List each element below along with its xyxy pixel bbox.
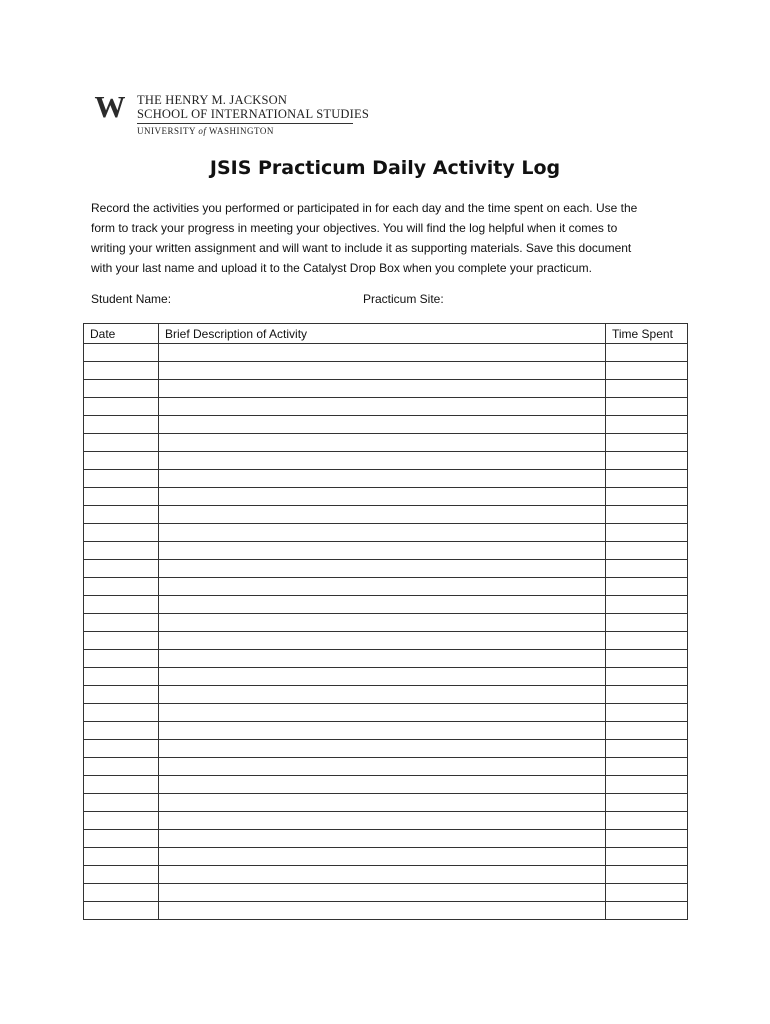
time-spent-cell[interactable] bbox=[606, 596, 688, 614]
time-spent-cell[interactable] bbox=[606, 542, 688, 560]
date-cell[interactable] bbox=[84, 812, 159, 830]
table-row bbox=[84, 812, 688, 830]
time-spent-cell[interactable] bbox=[606, 380, 688, 398]
time-spent-cell[interactable] bbox=[606, 650, 688, 668]
time-spent-cell[interactable] bbox=[606, 740, 688, 758]
table-row bbox=[84, 362, 688, 380]
column-header-time-spent: Time Spent bbox=[606, 324, 688, 344]
description-cell[interactable] bbox=[159, 614, 606, 632]
table-row bbox=[84, 722, 688, 740]
table-row bbox=[84, 398, 688, 416]
table-row bbox=[84, 416, 688, 434]
time-spent-cell[interactable] bbox=[606, 560, 688, 578]
table-row bbox=[84, 866, 688, 884]
of-word: of bbox=[198, 126, 207, 136]
date-cell[interactable] bbox=[84, 344, 159, 362]
table-row bbox=[84, 758, 688, 776]
description-cell[interactable] bbox=[159, 380, 606, 398]
table-row bbox=[84, 830, 688, 848]
university-word: UNIVERSITY bbox=[137, 126, 196, 136]
description-cell[interactable] bbox=[159, 416, 606, 434]
date-cell[interactable] bbox=[84, 380, 159, 398]
activity-log-table bbox=[83, 323, 688, 920]
intro-line: Record the activities you performed or participated in for each day and the time spent on each. Use the bbox=[91, 201, 638, 215]
description-cell[interactable] bbox=[159, 668, 606, 686]
description-cell[interactable] bbox=[159, 524, 606, 542]
date-cell[interactable] bbox=[84, 866, 159, 884]
time-spent-cell[interactable] bbox=[606, 524, 688, 542]
time-spent-cell[interactable] bbox=[606, 848, 688, 866]
date-cell[interactable] bbox=[84, 578, 159, 596]
date-cell[interactable] bbox=[84, 848, 159, 866]
table-row bbox=[84, 884, 688, 902]
date-cell[interactable] bbox=[84, 632, 159, 650]
uw-w-logo-icon bbox=[91, 92, 129, 120]
date-cell[interactable] bbox=[84, 524, 159, 542]
time-spent-cell[interactable] bbox=[606, 506, 688, 524]
date-cell[interactable] bbox=[84, 488, 159, 506]
table-row bbox=[84, 488, 688, 506]
description-cell[interactable] bbox=[159, 560, 606, 578]
date-cell[interactable] bbox=[84, 704, 159, 722]
time-spent-cell[interactable] bbox=[606, 884, 688, 902]
description-cell[interactable] bbox=[159, 542, 606, 560]
table-row bbox=[84, 614, 688, 632]
intro-paragraph bbox=[91, 198, 685, 278]
date-cell[interactable] bbox=[84, 452, 159, 470]
date-cell[interactable] bbox=[84, 758, 159, 776]
description-cell[interactable] bbox=[159, 830, 606, 848]
time-spent-cell[interactable] bbox=[606, 902, 688, 920]
school-name-line2: SCHOOL OF INTERNATIONAL STUDIES bbox=[137, 107, 370, 121]
time-spent-cell[interactable] bbox=[606, 722, 688, 740]
table-row bbox=[84, 596, 688, 614]
table-row bbox=[84, 902, 688, 920]
table-row bbox=[84, 542, 688, 560]
table-row bbox=[84, 632, 688, 650]
date-cell[interactable] bbox=[84, 794, 159, 812]
table-body bbox=[84, 344, 688, 920]
date-cell[interactable] bbox=[84, 650, 159, 668]
description-cell[interactable] bbox=[159, 470, 606, 488]
intro-line: writing your written assignment and will want to include it as supporting materials. Save this document bbox=[91, 241, 632, 255]
description-cell[interactable] bbox=[159, 884, 606, 902]
table-row bbox=[84, 380, 688, 398]
table-row bbox=[84, 578, 688, 596]
description-cell[interactable] bbox=[159, 758, 606, 776]
washington-word: WASHINGTON bbox=[209, 126, 274, 136]
time-spent-cell[interactable] bbox=[606, 794, 688, 812]
description-cell[interactable] bbox=[159, 596, 606, 614]
logo-mark-text: W bbox=[94, 92, 126, 120]
date-cell[interactable] bbox=[84, 884, 159, 902]
description-cell[interactable] bbox=[159, 776, 606, 794]
time-spent-cell[interactable] bbox=[606, 434, 688, 452]
table-row bbox=[84, 650, 688, 668]
description-cell[interactable] bbox=[159, 686, 606, 704]
date-cell[interactable] bbox=[84, 560, 159, 578]
table-row bbox=[84, 704, 688, 722]
time-spent-cell[interactable] bbox=[606, 812, 688, 830]
description-cell[interactable] bbox=[159, 398, 606, 416]
date-cell[interactable] bbox=[84, 668, 159, 686]
date-cell[interactable] bbox=[84, 614, 159, 632]
description-cell[interactable] bbox=[159, 506, 606, 524]
table-row bbox=[84, 848, 688, 866]
column-header-description: Brief Description of Activity bbox=[159, 324, 606, 344]
time-spent-cell[interactable] bbox=[606, 470, 688, 488]
table-row bbox=[84, 560, 688, 578]
date-cell[interactable] bbox=[84, 398, 159, 416]
time-spent-cell[interactable] bbox=[606, 632, 688, 650]
time-spent-cell[interactable] bbox=[606, 488, 688, 506]
time-spent-cell[interactable] bbox=[606, 704, 688, 722]
table-row bbox=[84, 434, 688, 452]
description-cell[interactable] bbox=[159, 794, 606, 812]
logo-divider bbox=[137, 123, 353, 124]
date-cell[interactable] bbox=[84, 434, 159, 452]
table-row bbox=[84, 506, 688, 524]
school-name-line1: THE HENRY M. JACKSON bbox=[137, 93, 288, 107]
time-spent-cell[interactable] bbox=[606, 344, 688, 362]
time-spent-cell[interactable] bbox=[606, 614, 688, 632]
description-cell[interactable] bbox=[159, 632, 606, 650]
time-spent-cell[interactable] bbox=[606, 362, 688, 380]
description-cell[interactable] bbox=[159, 362, 606, 380]
time-spent-cell[interactable] bbox=[606, 866, 688, 884]
description-cell[interactable] bbox=[159, 704, 606, 722]
table-row bbox=[84, 524, 688, 542]
description-cell[interactable] bbox=[159, 902, 606, 920]
intro-line: form to track your progress in meeting your objectives. You will find the log helpful when it comes to bbox=[91, 221, 618, 235]
time-spent-cell[interactable] bbox=[606, 686, 688, 704]
date-cell[interactable] bbox=[84, 596, 159, 614]
table-header-row bbox=[84, 324, 688, 344]
date-cell[interactable] bbox=[84, 416, 159, 434]
description-cell[interactable] bbox=[159, 578, 606, 596]
date-cell[interactable] bbox=[84, 776, 159, 794]
description-cell[interactable] bbox=[159, 488, 606, 506]
time-spent-cell[interactable] bbox=[606, 452, 688, 470]
university-logo bbox=[91, 92, 370, 138]
time-spent-cell[interactable] bbox=[606, 830, 688, 848]
date-cell[interactable] bbox=[84, 506, 159, 524]
date-cell[interactable] bbox=[84, 470, 159, 488]
description-cell[interactable] bbox=[159, 452, 606, 470]
description-cell[interactable] bbox=[159, 344, 606, 362]
description-cell[interactable] bbox=[159, 722, 606, 740]
university-name bbox=[137, 126, 274, 136]
date-cell[interactable] bbox=[84, 740, 159, 758]
table-row bbox=[84, 470, 688, 488]
description-cell[interactable] bbox=[159, 812, 606, 830]
date-cell[interactable] bbox=[84, 722, 159, 740]
time-spent-cell[interactable] bbox=[606, 776, 688, 794]
description-cell[interactable] bbox=[159, 848, 606, 866]
description-cell[interactable] bbox=[159, 740, 606, 758]
description-cell[interactable] bbox=[159, 650, 606, 668]
time-spent-cell[interactable] bbox=[606, 758, 688, 776]
table-row bbox=[84, 668, 688, 686]
time-spent-cell[interactable] bbox=[606, 668, 688, 686]
date-cell[interactable] bbox=[84, 542, 159, 560]
table-row bbox=[84, 452, 688, 470]
page-title: JSIS Practicum Daily Activity Log bbox=[209, 157, 561, 179]
date-cell[interactable] bbox=[84, 686, 159, 704]
intro-line: with your last name and upload it to the Catalyst Drop Box when you complete your practicum. bbox=[91, 261, 592, 275]
time-spent-cell[interactable] bbox=[606, 398, 688, 416]
time-spent-cell[interactable] bbox=[606, 416, 688, 434]
table-row bbox=[84, 686, 688, 704]
student-name-label: Student Name: bbox=[91, 292, 172, 306]
table-row bbox=[84, 776, 688, 794]
date-cell[interactable] bbox=[84, 362, 159, 380]
table-row bbox=[84, 344, 688, 362]
time-spent-cell[interactable] bbox=[606, 578, 688, 596]
date-cell[interactable] bbox=[84, 902, 159, 920]
description-cell[interactable] bbox=[159, 434, 606, 452]
practicum-site-label: Practicum Site: bbox=[363, 292, 444, 306]
date-cell[interactable] bbox=[84, 830, 159, 848]
description-cell[interactable] bbox=[159, 866, 606, 884]
table-row bbox=[84, 794, 688, 812]
table-row bbox=[84, 740, 688, 758]
column-header-date: Date bbox=[84, 324, 159, 344]
